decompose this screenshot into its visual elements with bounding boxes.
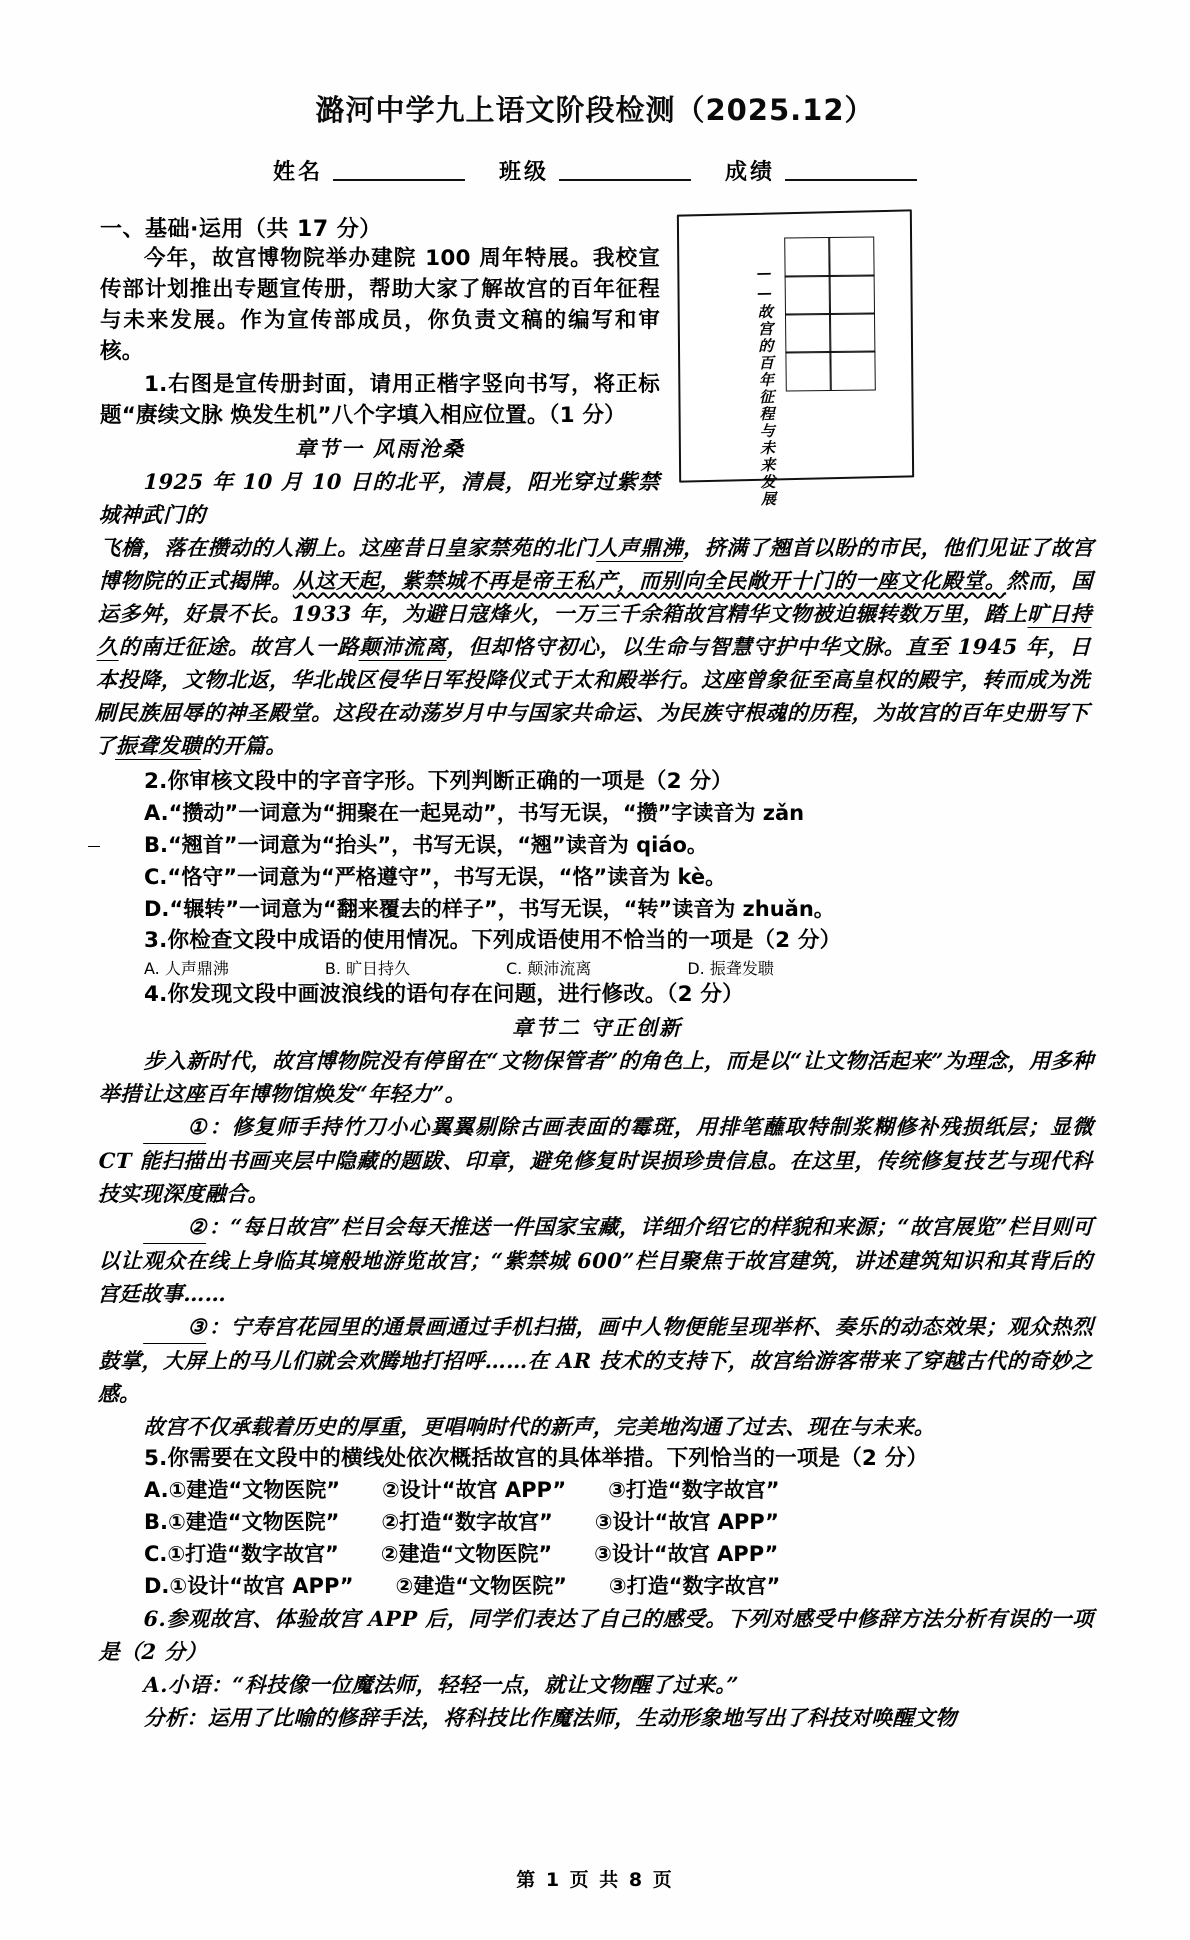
question-5-stem: 5.你需要在文段中的横线处依次概括故宫的具体举措。下列恰当的一项是（2 分） bbox=[144, 1446, 929, 1471]
chapter-two-item-2-text: ：“每日故宫”栏目会每天推送一件国家宝藏，详细介绍它的样貌和来源；“故宫展览”栏目则可以让观众在线上身临其境般地游览故宫；“紫禁城 600”栏目聚焦于故宫建筑，讲述建筑知识和其背后的宫廷故事…… bbox=[97, 1214, 1094, 1306]
field-name-input[interactable] bbox=[333, 178, 465, 181]
grid-cell[interactable] bbox=[785, 313, 831, 353]
field-name-label: 姓名 bbox=[272, 160, 323, 185]
question-2-option-b[interactable]: B.“翘首”一词意为“抬头”，书写无误，“翘”读音为 qiáo。 bbox=[100, 829, 1094, 861]
grid-cell[interactable] bbox=[830, 351, 876, 391]
question-2-stem: 2.你审核文段中的字音字形。下列判断正确的一项是（2 分） bbox=[144, 769, 733, 794]
question-5-option-b[interactable]: B.①建造“文物医院” ②打造“数字故宫” ③设计“故宫 APP” bbox=[144, 1510, 779, 1534]
section-one-intro: 今年，故宫博物院举办建院 100 周年特展。我校宣传部计划推出专题宣传册，帮助大家了解故宫的百年征程与未来发展。作为宣传部成员，你负责文稿的编写和审核。 bbox=[100, 246, 660, 364]
chapter-two-item-2 bbox=[97, 1210, 1094, 1310]
question-5-option-c[interactable]: C.①打造“数字故宫” ②建造“文物医院” ③设计“故宫 APP” bbox=[144, 1542, 779, 1566]
page-footer: 第 1 页 共 8 页 bbox=[516, 1869, 674, 1891]
grid-cell[interactable] bbox=[786, 351, 832, 391]
student-info-line bbox=[0, 155, 1190, 186]
cover-illustration bbox=[678, 212, 913, 508]
blank-slot-3[interactable]: ③ bbox=[143, 1310, 207, 1344]
underline-kuangrichijiu: 旷日持久 bbox=[96, 601, 1093, 659]
chapter-two-item-1-text: ：修复师手持竹刀小心翼翼剔除古画表面的霉斑，用排笔蘸取特制浆糊修补残损纸层；显微 CT 能扫描出书画夹层中隐藏的题跋、印章，避免修复时误损珍贵信息。在这里，传统修复技艺与现代科技实现深度融合。 bbox=[97, 1114, 1094, 1206]
chapter-one-title: 章节一 风雨沧桑 bbox=[294, 436, 466, 461]
question-2-option-c[interactable]: C.“恪守”一词意为“严格遵守”，书写无误，“恪”读音为 kè。 bbox=[144, 865, 727, 889]
chapter-two-paragraph-last: 故宫不仅承载着历史的厚重，更唱响时代的新声，完美地沟通了过去、现在与未来。 bbox=[143, 1414, 936, 1439]
field-score bbox=[725, 155, 917, 186]
chapter-one-paragraph-body: 飞檐，落在攒动的人潮上。这座昔日皇家禁苑的北门人声鼎沸，挤满了翘首以盼的市民，他们见证了故宫博物院的正式揭牌。从这天起，紫禁城不再是帝王私产，而别向全民敞开十门的一座文化殿堂。然而，国运多舛，好景不长。1933 年，为避日寇烽火，一万三千余箱故宫精华文物被迫辗转数万里，踏上旷日持久的南迁征途。故宫人一路颠沛流离，但却恪守初心，以生命与智慧守护中华文脉。直至 1945 年，日本投降，文物北返，华北战区侵华日军投降仪式于太和殿举行。这座曾象征至高皇权的殿宇，转而成为洗刷民族屈辱的神圣殿堂。这段在动荡岁月中与国家共命运、为民族守根魂的历程，为故宫的百年史册写下了振聋发聩的开篇。 bbox=[94, 535, 1094, 758]
analysis-text: 运用了比喻的修辞手法，将科技比作魔法师，生动形象地写出了科技对唤醒文物 bbox=[207, 1705, 958, 1730]
question-6-stem: 6.参观故宫、体验故宫 APP 后，同学们表达了自己的感受。下列对感受中修辞方法分析有误的一项是（2 分） bbox=[98, 1606, 1094, 1664]
chapter-two-item-3 bbox=[97, 1310, 1094, 1410]
question-3-stem: 3.你检查文段中成语的使用情况。下列成语使用不恰当的一项是（2 分） bbox=[144, 928, 842, 953]
field-score-label: 成绩 bbox=[725, 160, 776, 185]
question-2-option-d[interactable]: D.“辗转”一词意为“翻来覆去的样子”，书写无误，“转”读音为 zhuǎn。 bbox=[144, 897, 835, 921]
question-6-analysis bbox=[99, 1701, 1094, 1734]
blank-slot-2[interactable]: ② bbox=[143, 1210, 207, 1244]
chapter-two-item-1 bbox=[97, 1110, 1094, 1210]
grid-cell[interactable] bbox=[829, 275, 875, 315]
chapter-one-paragraph-head: 1925 年 10 月 10 日的北平，清晨，阳光穿过紫禁城神武门的 bbox=[98, 469, 660, 527]
question-3-options bbox=[100, 956, 1094, 979]
wavy-underlined-sentence: 从这天起，紫禁城不再是帝王私产，而别向全民敞开十门的一座文化殿堂。 bbox=[292, 568, 1007, 593]
chapter-two-item-3-text: ：宁寿宫花园里的通景画通过手机扫描，画中人物便能呈现举杯、奏乐的动态效果；观众热烈鼓掌，大屏上的马儿们就会欢腾地打招呼……在 AR 技术的支持下，故宫给游客带来了穿越古代的奇妙之感。 bbox=[97, 1314, 1094, 1406]
blank-slot-1[interactable]: ① bbox=[143, 1110, 207, 1144]
grid-cell[interactable] bbox=[785, 275, 831, 315]
underline-renshengdingfei: 人声鼎沸 bbox=[596, 535, 684, 560]
grid-cell[interactable] bbox=[828, 237, 874, 277]
underline-zhenlongfakui: 振聋发聩 bbox=[115, 733, 202, 758]
chapter-two-paragraph-1: 步入新时代，故宫博物院没有停留在“文物保管者”的角色上，而是以“让文物活起来”为理念，用多种举措让这座百年博物馆焕发“年轻力”。 bbox=[98, 1048, 1094, 1106]
section-one-heading: 一、基础·运用（共 17 分） bbox=[100, 217, 382, 242]
cover-vertical-subtitle: ——故宫的百年征程与未来发展 bbox=[754, 263, 778, 508]
page-title: 潞河中学九上语文阶段检测（2025.12） bbox=[315, 93, 875, 127]
question-2-option-a[interactable]: A.“攒动”一词意为“拥聚在一起晃动”，书写无误，“攒”字读音为 zǎn bbox=[144, 801, 805, 825]
grid-cell[interactable] bbox=[784, 237, 830, 277]
question-6-quote: “科技像一位魔法师，轻轻一点，就让文物醒了过来。” bbox=[231, 1672, 740, 1697]
question-3-option-a[interactable]: A. 人声鼎沸 bbox=[144, 959, 229, 978]
question-5-option-a[interactable]: A.①建造“文物医院” ②设计“故宫 APP” ③打造“数字故宫” bbox=[144, 1478, 780, 1502]
underline-dianpeiliuli: 颠沛流离 bbox=[358, 634, 448, 659]
field-score-input[interactable] bbox=[785, 178, 917, 181]
grid-cell[interactable] bbox=[829, 313, 875, 353]
question-3-option-c[interactable]: C. 颠沛流离 bbox=[506, 959, 592, 978]
analysis-label: 分析： bbox=[143, 1705, 209, 1730]
cover-character-grid bbox=[785, 238, 875, 391]
exam-body bbox=[0, 212, 1190, 1734]
question-3-option-b[interactable]: B. 旷日持久 bbox=[324, 959, 410, 978]
question-3-option-d[interactable]: D. 振聋发聩 bbox=[687, 959, 774, 978]
field-class-input[interactable] bbox=[559, 178, 691, 181]
field-name bbox=[273, 155, 499, 186]
question-6-speaker: A.小语： bbox=[143, 1672, 233, 1697]
chapter-two-title: 章节二 守正创新 bbox=[511, 1015, 683, 1040]
field-class-label: 班级 bbox=[498, 160, 549, 185]
question-4-stem: 4.你发现文段中画波浪线的语句存在问题，进行修改。（2 分） bbox=[144, 982, 744, 1007]
field-class bbox=[499, 155, 725, 186]
question-5-option-d[interactable]: D.①设计“故宫 APP” ②建造“文物医院” ③打造“数字故宫” bbox=[144, 1574, 781, 1598]
question-1: 1.右图是宣传册封面，请用正楷字竖向书写，将正标题“赓续文脉 焕发生机”八个字填入相应位置。（1 分） bbox=[100, 372, 660, 428]
question-6-option-a[interactable] bbox=[99, 1668, 1094, 1701]
